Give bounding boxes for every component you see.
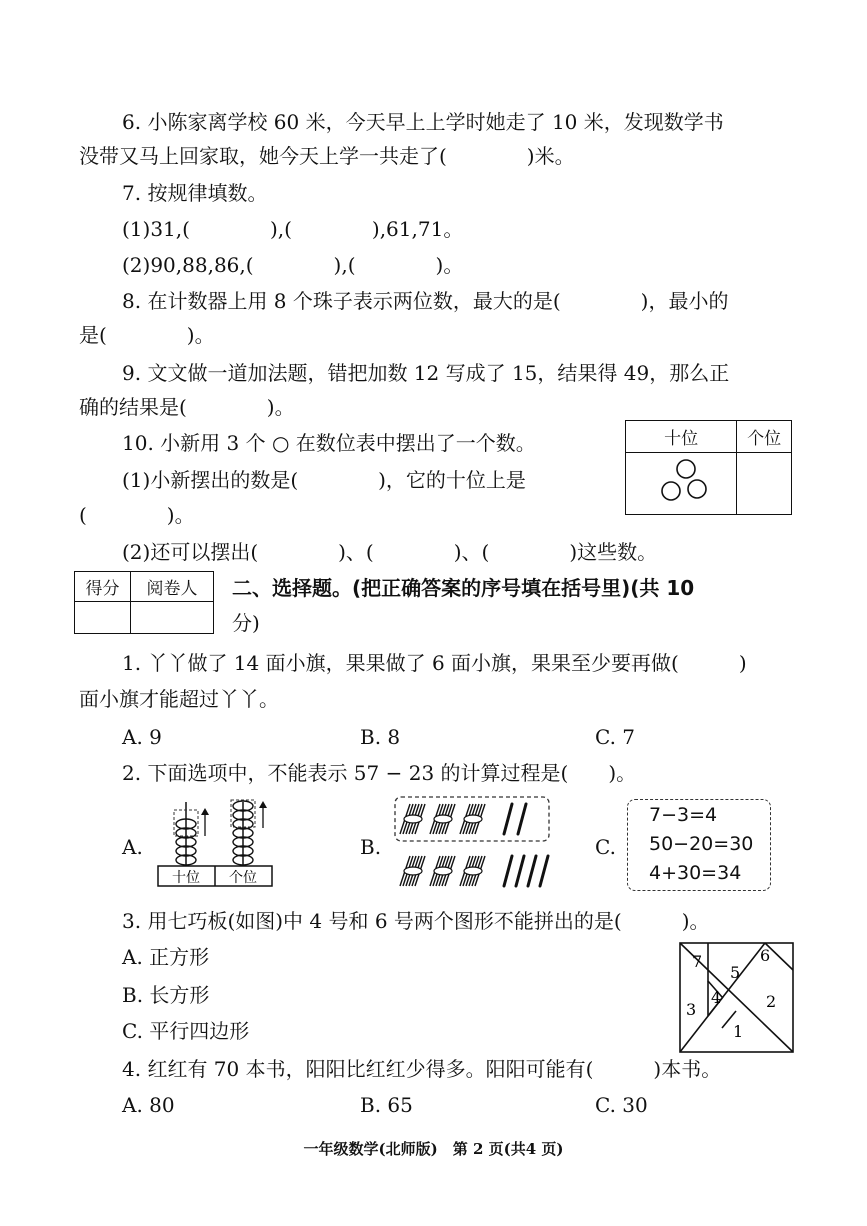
c2-line1: 2. 下面选项中，不能表示 57 − 23 的计算过程是( )。 [122,761,637,785]
c2-label-a: A. [122,835,143,859]
sticks-bottom [504,856,548,886]
stick-bundle [460,856,485,886]
c3-option-a: A. 正方形 [122,945,210,969]
stick-bundle [400,804,425,834]
stick-bundle [430,804,455,834]
score-header: 得分 [75,572,131,602]
tens-cell [626,453,737,515]
tangram-diagram [678,941,796,1054]
bundles-top [400,804,485,834]
c2-label-b: B. [360,835,382,859]
score-cell [75,602,131,634]
single-stick [504,804,512,834]
stick-bundle [430,856,455,886]
stick-bundle [460,804,485,834]
single-stick [540,856,548,886]
arrow-head [259,801,267,808]
abacus-tens-label: 十位 [172,870,200,886]
tangram-num-5: 5 [730,963,741,982]
q10-part1a: (1)小新摆出的数是( )，它的十位上是 [122,468,526,492]
arrow-head [201,808,209,815]
equation-2: 50−20=30 [649,833,754,855]
tens-header: 十位 [626,421,737,453]
q9-line1: 9. 文文做一道加法题，错把加数 12 写成了 15，结果得 49，那么正 [122,361,730,385]
place-value-table [625,420,792,515]
q8-line2: 是( )。 [79,323,215,347]
q7-title: 7. 按规律填数。 [122,181,268,205]
circle [688,480,706,498]
c1-option-c: C. 7 [595,725,636,749]
sticks-diagram [392,794,554,894]
c3-option-c: C. 平行四边形 [122,1019,250,1043]
single-stick [518,804,526,834]
section2-title-line2: 分) [232,611,260,635]
q10-part1b: ( )。 [79,503,195,527]
tangram-num-2: 2 [766,992,777,1011]
c3-line1: 3. 用七巧板(如图)中 4 号和 6 号两个图形不能拼出的是( )。 [122,909,710,933]
c4-line1: 4. 红红有 70 本书，阳阳比红红少得多。阳阳可能有( )本书。 [122,1057,722,1081]
q10-line1: 10. 小新用 3 个 ○ 在数位表中摆出了一个数。 [122,431,536,455]
equation-1: 7−3=4 [649,804,718,826]
equation-3: 4+30=34 [649,862,742,884]
c1-option-a: A. 9 [122,725,162,749]
grader-header: 阅卷人 [131,572,214,602]
page-footer: 一年级数学(北师版) 第 2 页(共4 页) [303,1140,564,1158]
three-circles [646,453,716,509]
c3-option-b: B. 长方形 [122,983,210,1007]
c4-option-b: B. 65 [360,1093,413,1117]
ones-header: 个位 [737,421,792,453]
single-stick [528,856,536,886]
c4-option-c: C. 30 [595,1093,648,1117]
tangram-num-3: 3 [686,1000,697,1019]
section2-title-line1 [232,575,694,601]
single-stick [504,856,512,886]
grader-cell [131,602,214,634]
tangram-num-7: 7 [692,952,703,971]
q7-part1: (1)31,( ),( ),61,71。 [122,217,464,241]
q10-part2: (2)还可以摆出( )、( )、( )这些数。 [122,540,658,564]
c2-label-c: C. [595,835,616,859]
abacus-diagram [150,796,280,890]
score-table [74,571,214,634]
q7-part2: (2)90,88,86,( ),( )。 [122,253,464,277]
c1-option-b: B. 8 [360,725,401,749]
q6-line2: 没带又马上回家取，她今天上学一共走了( )米。 [79,144,575,168]
q9-line2: 确的结果是( )。 [79,395,295,419]
tangram-num-6: 6 [760,946,771,965]
circle [677,460,695,478]
c4-option-a: A. 80 [122,1093,175,1117]
c1-line2: 面小旗才能超过丫丫。 [79,687,279,711]
c1-line1: 1. 丫丫做了 14 面小旗，果果做了 6 面小旗，果果至少要再做( ) [122,651,747,675]
circle [662,482,680,500]
section2-heading: 二、选择题。(把正确答案的序号填在括号里)(共 10 [232,576,695,600]
single-stick [516,856,524,886]
tangram-num-1: 1 [733,1022,744,1041]
stick-bundle [400,856,425,886]
ones-cell [737,453,792,515]
bundles-bottom [400,856,485,886]
q8-line1: 8. 在计数器上用 8 个珠子表示两位数，最大的是( )，最小的 [122,289,729,313]
abacus-ones-label: 个位 [229,870,257,886]
equation-box [627,799,771,891]
sticks-top [504,804,526,834]
q6-line1: 6. 小陈家离学校 60 米，今天早上上学时她走了 10 米，发现数学书 [122,110,724,134]
tangram-num-4: 4 [711,988,722,1007]
